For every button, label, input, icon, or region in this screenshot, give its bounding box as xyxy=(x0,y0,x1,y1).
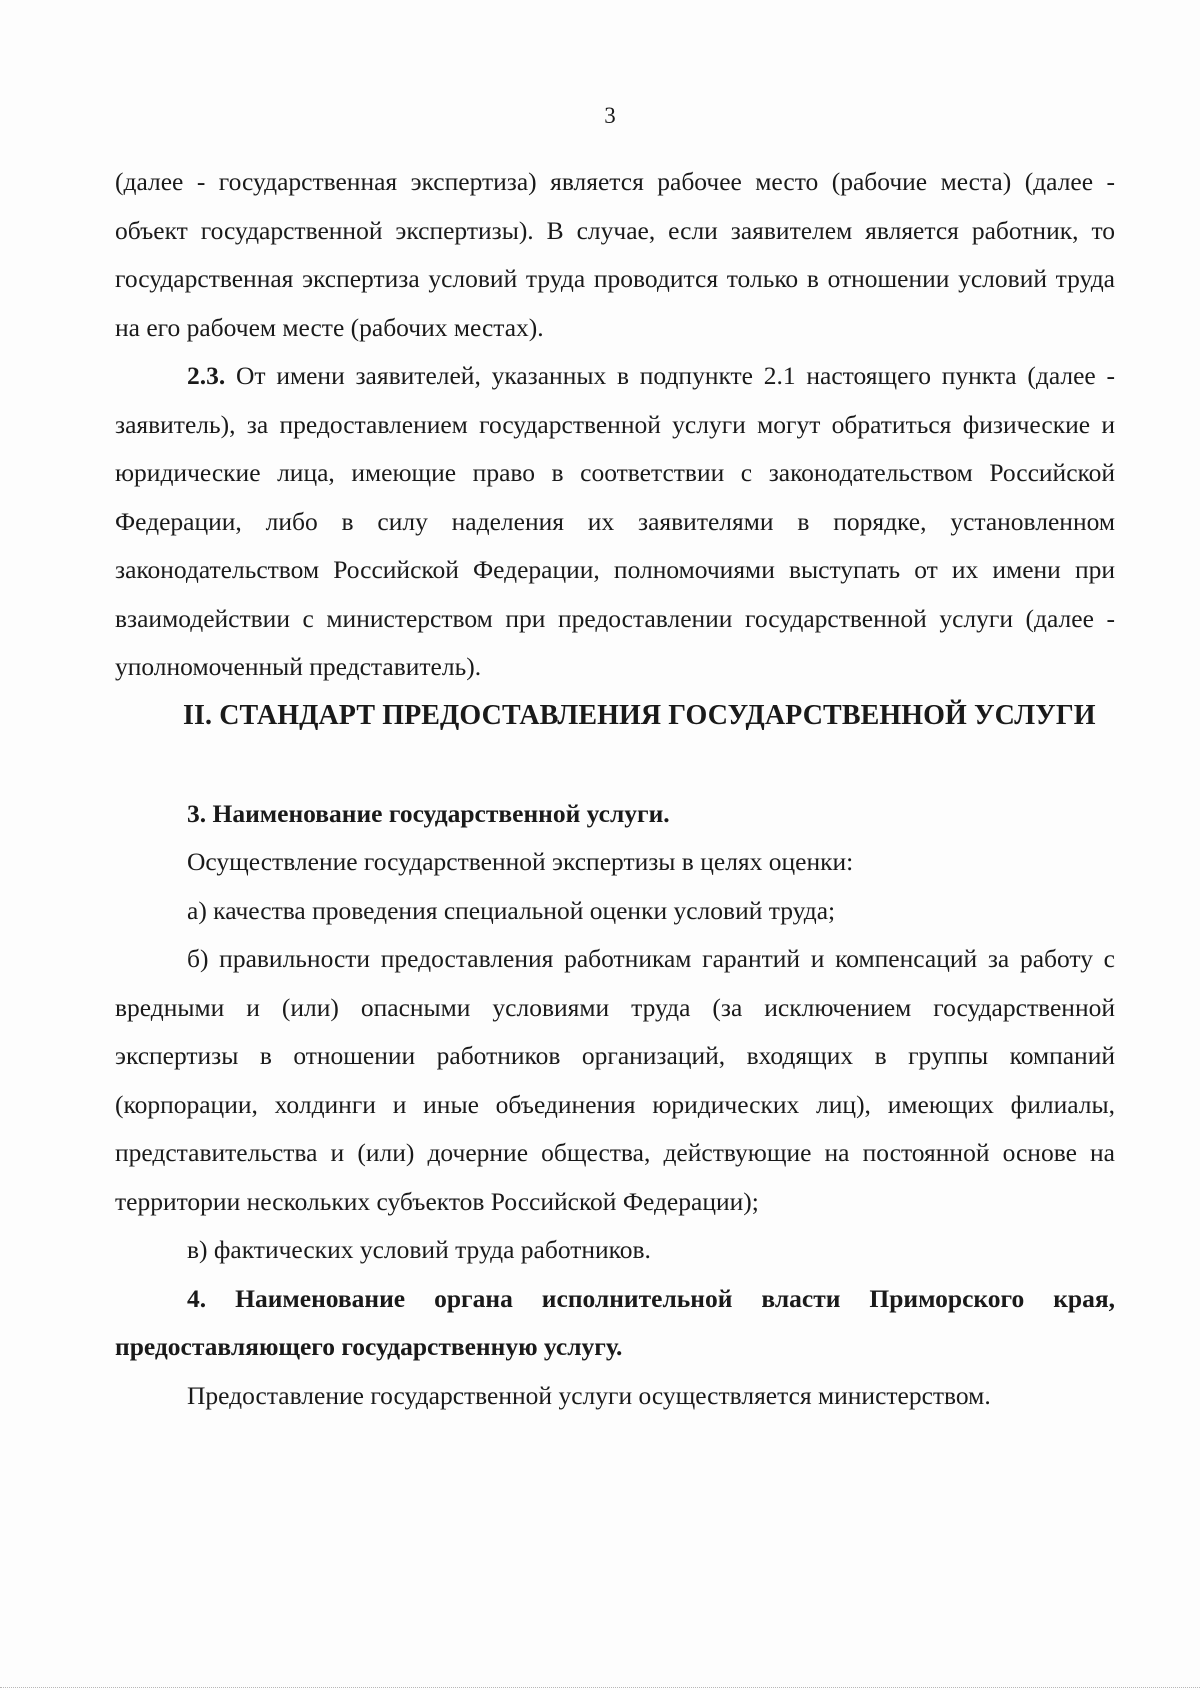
list-item-c: в) фактических условий труда работников. xyxy=(187,1235,651,1264)
document-body xyxy=(115,158,1115,1420)
paragraph-number: 2.3. xyxy=(187,361,226,390)
page-number: 3 xyxy=(604,103,616,128)
paragraph-intro: Осуществление государственной экспертизы в целях оценки: xyxy=(187,847,854,876)
paragraph-text: От имени заявителей, указанных в подпункте 2.1 настоящего пункта (далее - заявитель), за предоставлением государственной услуги могут обратиться физические и юридические лица, имеющие право в соответствии с законодательством Российской Федерации, либо в силу наделения их заявителями в порядке, установленном законодательством Российской Федерации, полномочиями выступать от их имени при взаимодействии с министерством при предоставлении государственной услуги (далее - уполномоченный представитель). xyxy=(115,361,1115,681)
paragraph-continuation: (далее - государственная экспертиза) является рабочее место (рабочие места) (далее - объект государственной экспертизы). В случае, если заявителем является работник, то государственная экспертиза условий труда проводится только в отношении условий труда на его рабочем месте (рабочих местах). xyxy=(115,167,1115,342)
scan-edge-line xyxy=(0,1687,1200,1688)
section-title: II. СТАНДАРТ ПРЕДОСТАВЛЕНИЯ ГОСУДАРСТВЕННОЙ УСЛУГИ xyxy=(183,699,1096,731)
list-item-a: а) качества проведения специальной оценки условий труда; xyxy=(187,895,836,925)
paragraph-ministry: Предоставление государственной услуги осуществляется министерством. xyxy=(187,1380,991,1410)
subsection-heading-4: 4. Наименование органа исполнительной власти Приморского края, предоставляющего государственную услугу. xyxy=(115,1283,1115,1361)
paragraph-2-3 xyxy=(115,352,1115,692)
subsection-heading-3: 3. Наименование государственной услуги. xyxy=(187,798,670,828)
list-item-b: б) правильности предоставления работникам гарантий и компенсаций за работу с вредными и (или) опасными условиями труда (за исключением государственной экспертизы в отношении работников организаций, входящих в группы компаний (корпорации, холдинги и иные объединения юридических лиц), имеющих филиалы, представительства и (или) дочерние общества, действующие на постоянной основе на территории нескольких субъектов Российской Федерации); xyxy=(115,944,1115,1216)
